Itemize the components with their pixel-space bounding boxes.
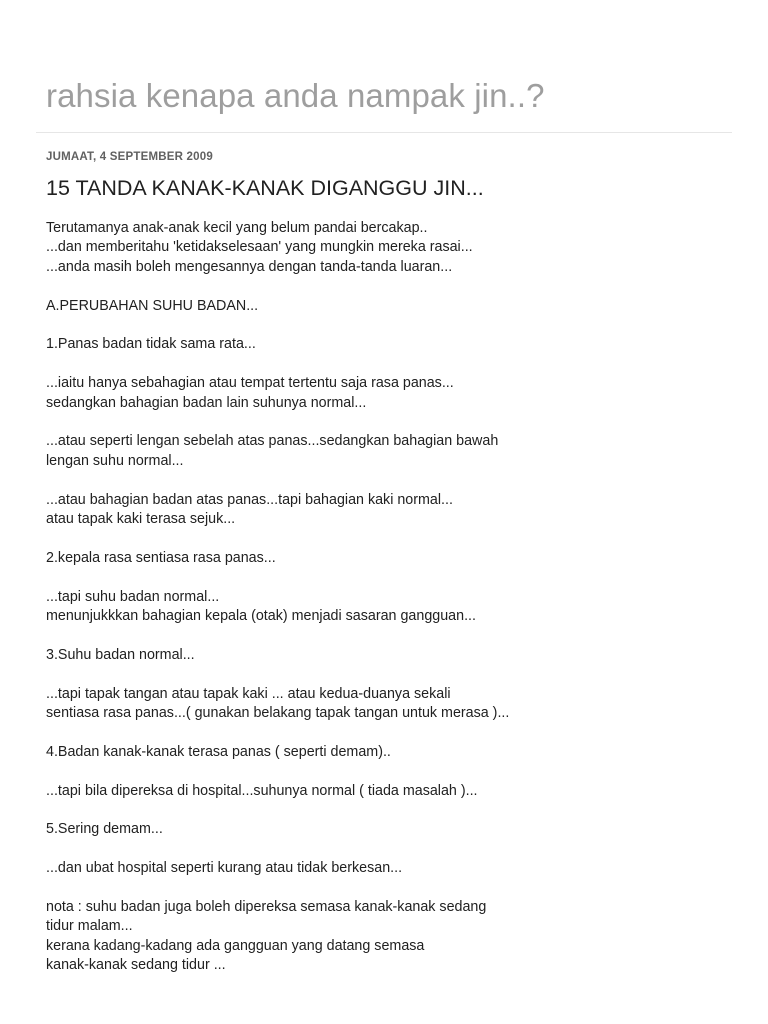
post-text-line: 4.Badan kanak-kanak terasa panas ( seperti demam).. [46,743,391,760]
post-text-line: Terutamanya anak-anak kecil yang belum pandai bercakap.. [46,220,428,236]
post-text-line: sedangkan bahagian badan lain suhunya normal... [46,394,367,411]
post-paragraph [46,743,736,762]
post-text-line: ...dan ubat hospital seperti kurang atau tidak berkesan... [46,860,403,877]
post-paragraph [46,219,736,277]
post-paragraph [46,432,736,471]
post-text-line: ...iaitu hanya sebahagian atau tempat tertentu saja rasa panas... [46,375,454,392]
post-paragraph [46,588,736,627]
post-paragraph [46,491,736,530]
header-divider [36,132,732,133]
post-text-line: kanak-kanak sedang tidur ... [46,957,226,974]
post-text-line: ...atau bahagian badan atas panas...tapi bahagian kaki normal... [46,491,453,508]
blog-post [46,150,736,995]
post-text-line: nota : suhu badan juga boleh dipereksa semasa kanak-kanak sedang [46,899,487,915]
post-paragraph [46,374,736,413]
post-paragraph [46,297,736,316]
post-paragraph [46,646,736,665]
post-text-line: 1.Panas badan tidak sama rata... [46,336,256,353]
blog-title[interactable]: rahsia kenapa anda nampak jin..? [46,77,545,114]
post-paragraph [46,335,736,354]
post-text-line: kerana kadang-kadang ada gangguan yang datang semasa [46,937,425,954]
post-paragraph [46,859,736,878]
post-paragraph [46,898,736,976]
post-date: JUMAAT, 4 SEPTEMBER 2009 [46,151,213,163]
post-text-line: ...tapi suhu badan normal... [46,588,220,605]
post-paragraph [46,782,736,801]
post-text-line: 5.Sering demam... [46,821,163,838]
post-text-line: ...tapi bila dipereksa di hospital...suhunya normal ( tiada masalah )... [46,782,478,799]
post-body [46,219,736,976]
post-paragraph [46,820,736,839]
post-text-line: atau tapak kaki terasa sejuk... [46,511,236,528]
post-text-line: 3.Suhu badan normal... [46,646,195,663]
post-text-line: menunjukkkan bahagian kepala (otak) menjadi sasaran gangguan... [46,608,476,625]
post-paragraph [46,685,736,724]
post-paragraph [46,549,736,568]
post-text-line: A.PERUBAHAN SUHU BADAN... [46,297,259,314]
post-text-line: sentiasa rasa panas...( gunakan belakang tapak tangan untuk merasa )... [46,705,510,722]
post-text-line: 2.kepala rasa sentiasa rasa panas... [46,549,276,566]
post-text-line: tidur malam... [46,918,133,935]
post-text-line: ...atau seperti lengan sebelah atas panas...sedangkan bahagian bawah [46,433,499,450]
post-text-line: ...dan memberitahu 'ketidakselesaan' yang mungkin mereka rasai... [46,239,473,256]
post-text-line: ...tapi tapak tangan atau tapak kaki ... atau kedua-duanya sekali [46,685,451,702]
post-text-line: ...anda masih boleh mengesannya dengan tanda-tanda luaran... [46,258,453,275]
post-text-line: lengan suhu normal... [46,452,184,469]
blog-header [46,74,726,118]
post-title[interactable]: 15 TANDA KANAK-KANAK DIGANGGU JIN... [46,176,484,200]
